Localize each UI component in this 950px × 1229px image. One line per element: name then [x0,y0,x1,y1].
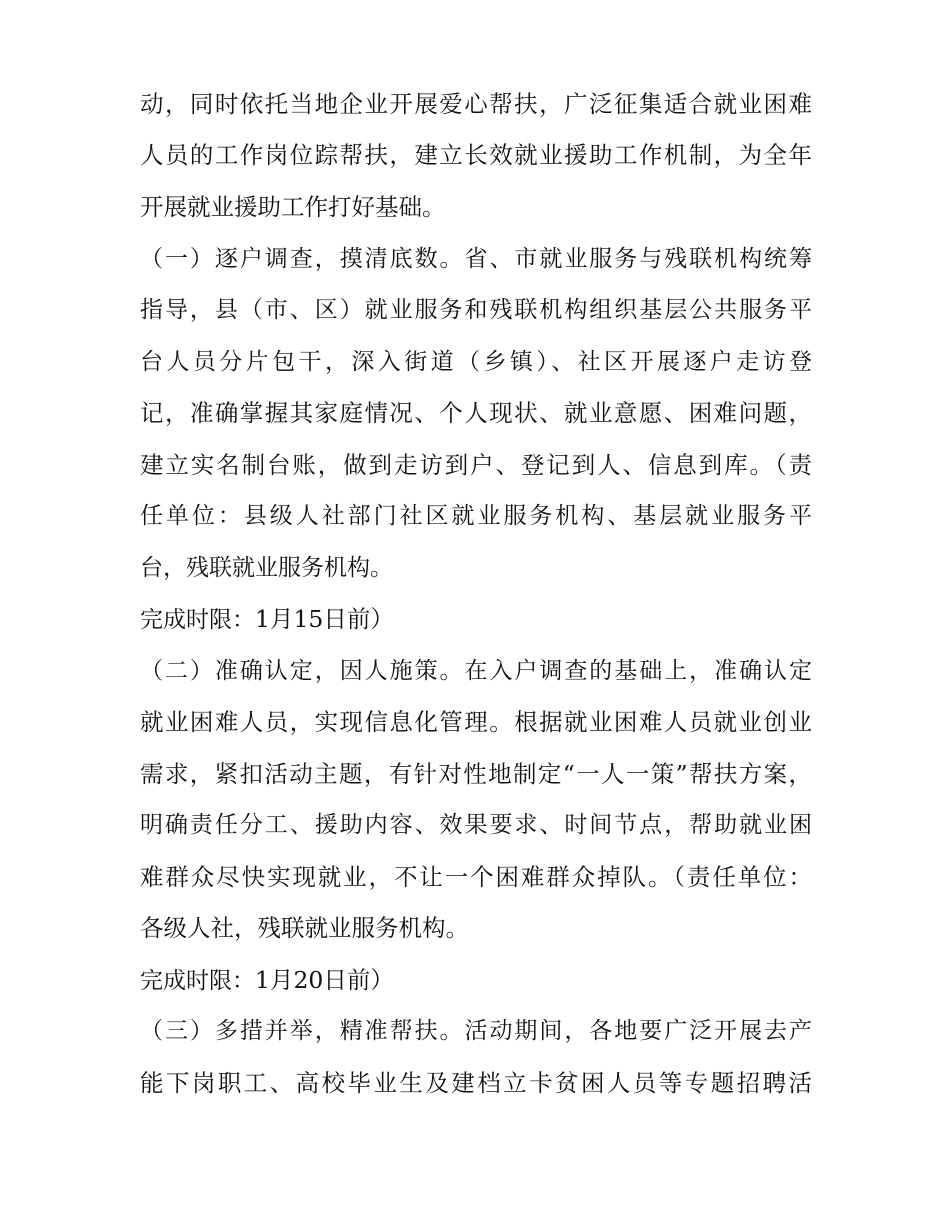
text-line-16-segment-1: 难群众尽快实现就业，不让一个困难群众掉队。（责任单位： [140,863,812,891]
text-line-7-segment-1: 记，准确掌握其家庭情况、个人现状、就业意愿、困难问题， [140,399,812,427]
text-line-1-segment-1: 动，同时依托当地企业开展爱心帮扶，广泛征集适合就业困难 [140,90,812,118]
text-line-10-segment-1: 台，残联就业服务机构。 [140,555,393,581]
text-line-18-segment-1: 完成时限： [140,968,255,994]
text-line-2-segment-1: 人员的工作岗位踪帮扶，建立长效就业援助工作机制，为全年 [140,141,812,169]
text-line-14-segment-1: 需求，紧扣活动主题，有针对性地制定“一人一策”帮扶方案， [140,760,812,788]
text-line-6 [140,339,812,385]
text-line-5-segment-1: 指导，县（市、区）就业服务和残联机构组织基层公共服务平 [140,297,812,323]
text-line-4-segment-1: （一）逐户调查，摸清底数。省、市就业服务与残联机构统筹 [140,246,812,272]
text-line-19-segment-1: （三）多措并举，精准帮扶。活动期间，各地要广泛开展去产 [140,1018,812,1044]
text-line-13-segment-1: 就业困难人员，实现信息化管理。根据就业困难人员就业创业 [140,708,812,736]
text-line-11 [140,596,812,642]
text-line-16 [140,854,812,900]
text-line-5 [140,287,812,333]
text-line-3 [140,184,812,230]
text-line-6-segment-1: 台人员分片包干，深入街道（乡镇）、社区开展逐户走访登 [140,349,812,375]
text-line-12-segment-1: （二）准确认定，因人施策。在入户调查的基础上，准确认定 [140,658,812,684]
text-line-11-segment-1: 完成时限： [140,607,255,633]
text-line-4 [140,236,812,282]
text-line-1 [140,81,812,127]
text-line-2 [140,132,812,178]
text-line-8 [140,442,812,488]
text-line-17-segment-1: 各级人社，残联就业服务机构。 [140,914,469,942]
text-line-17 [140,905,812,951]
text-line-8-segment-1: 建立实名制台账，做到走访到户、登记到人、信息到库。（责 [140,451,812,479]
text-line-12 [140,648,812,694]
text-line-10 [140,545,812,591]
text-line-11-segment-2: 1月15日前） [255,605,394,633]
text-line-18-segment-2: 1月20日前） [255,966,394,994]
text-line-14 [140,751,812,797]
text-line-15 [140,802,812,848]
text-line-9-segment-1: 任单位：县级人社部门社区就业服务机构、基层就业服务平 [140,503,812,529]
text-line-20-segment-1: 能下岗职工、高校毕业生及建档立卡贫困人员等专题招聘活 [140,1069,812,1097]
text-line-3-segment-1: 开展就业援助工作打好基础。 [140,193,446,221]
text-line-19 [140,1008,812,1054]
text-line-20 [140,1060,812,1106]
text-line-18 [140,957,812,1003]
text-line-7 [140,390,812,436]
text-line-9 [140,493,812,539]
text-line-13 [140,699,812,745]
text-line-15-segment-1: 明确责任分工、援助内容、效果要求、时间节点，帮助就业困 [140,812,812,838]
